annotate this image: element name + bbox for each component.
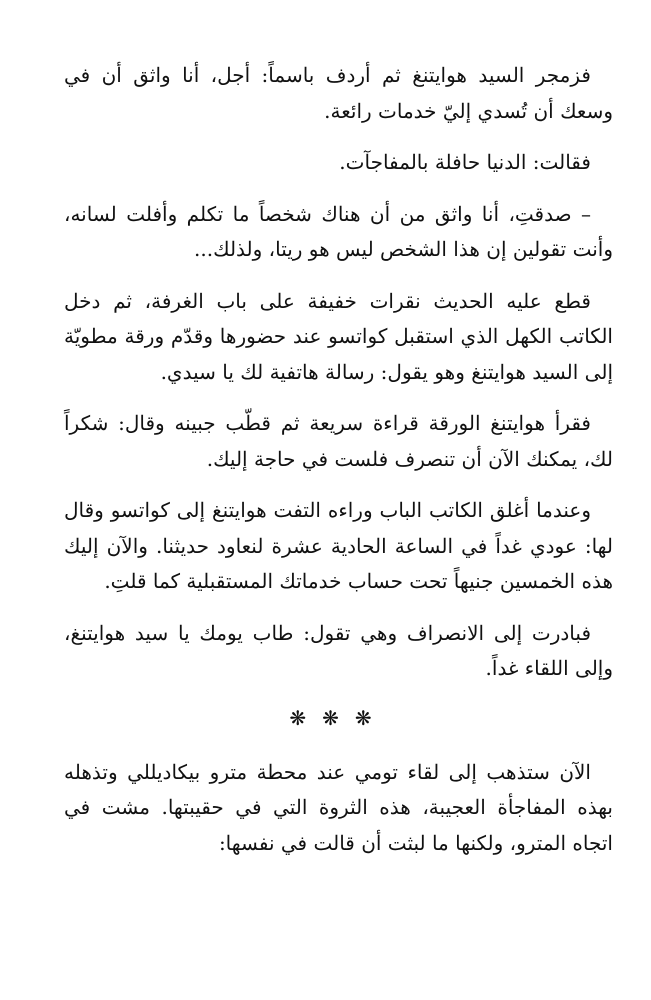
paragraph: وعندما أغلق الكاتب الباب وراءه التفت هوايتنغ إلى كواتسو وقال لها: عودي غداً في الساعة الحادية عشرة لنعاود حديثنا. والآن إليك هذه الخمسين جنيهاً تحت حساب خدماتك المستقبلية كما قلتِ.	[64, 498, 613, 593]
paragraph: – صدقتِ، أنا واثق من أن هناك شخصاً ما تكلم وأفلت لسانه، وأنت تقولين إن هذا الشخص ليس هو ريتا، ولذلك...	[64, 201, 613, 261]
section-separator: ❋❋❋	[289, 705, 388, 730]
closing-paragraph: الآن ستذهب إلى لقاء تومي عند محطة مترو بيكاديللي وتذهله بهذه المفاجأة العجيبة، هذه الثروة التي في حقيبتها. مشت في اتجاه المترو، ولكنها ما لبثت أن قالت في نفسها:	[64, 759, 613, 855]
paragraph: فقالت: الدنيا حافلة بالمفاجآت.	[339, 150, 591, 174]
paragraph: قطع عليه الحديث نقرات خفيفة على باب الغرفة، ثم دخل الكاتب الكهل الذي استقبل كواتسو عند حضورها وقدّم ورقة مطويّة إلى السيد هوايتنغ وهو يقول: رسالة هاتفية لك يا سيدي.	[64, 288, 613, 384]
book-page	[64, 58, 613, 877]
paragraph: فبادرت إلى الانصراف وهي تقول: طاب يومك يا سيد هوايتنغ، وإلى اللقاء غداً.	[64, 620, 613, 680]
paragraph: فزمجر السيد هوايتنغ ثم أردف باسماً: أجل، أنا واثق أن في وسعك أن تُسدي إليّ خدمات رائعة.	[64, 63, 613, 123]
paragraph: فقرأ هوايتنغ الورقة قراءة سريعة ثم قطّب جبينه وقال: شكراً لك، يمكنك الآن أن تنصرف فلست في حاجة إليك.	[64, 411, 613, 471]
